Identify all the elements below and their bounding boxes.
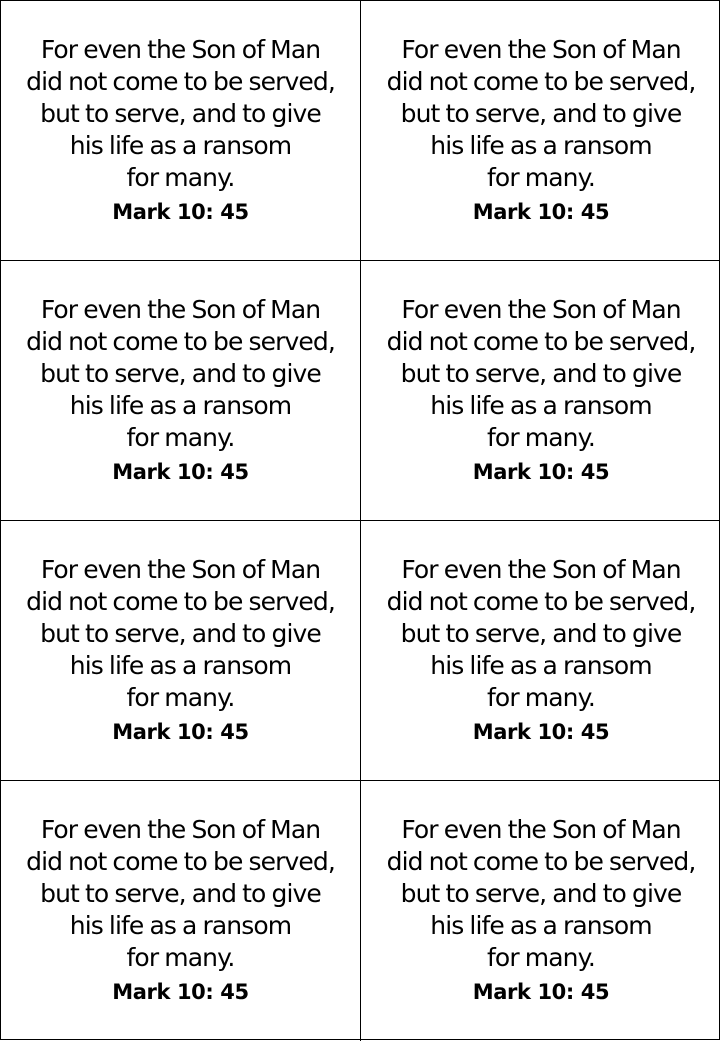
verse-reference: Mark 10: 45	[112, 200, 249, 224]
verse-card	[1, 1, 361, 261]
verse-reference: Mark 10: 45	[112, 720, 249, 744]
verse-card	[361, 261, 720, 521]
verse-reference: Mark 10: 45	[472, 980, 610, 1004]
verse-card	[361, 781, 720, 1041]
verse-card	[1, 781, 361, 1041]
verse-text: For even the Son of Man did not come to be served, but to serve, and to give his life as a ransom for many.	[26, 35, 335, 192]
verse-card	[361, 521, 720, 781]
verse-card	[361, 1, 720, 261]
verse-card	[1, 521, 361, 781]
verse-text: For even the Son of Man did not come to be served, but to serve, and to give his life as a ransom for many.	[386, 815, 696, 972]
verse-text: For even the Son of Man did not come to be served, but to serve, and to give his life as a ransom for many.	[26, 295, 335, 452]
verse-text: For even the Son of Man did not come to be served, but to serve, and to give his life as a ransom for many.	[386, 555, 696, 712]
verse-reference: Mark 10: 45	[472, 720, 610, 744]
verse-reference: Mark 10: 45	[112, 980, 249, 1004]
verse-text: For even the Son of Man did not come to be served, but to serve, and to give his life as a ransom for many.	[26, 815, 335, 972]
verse-reference: Mark 10: 45	[472, 200, 610, 224]
verse-text: For even the Son of Man did not come to be served, but to serve, and to give his life as a ransom for many.	[386, 295, 696, 452]
verse-reference: Mark 10: 45	[112, 460, 249, 484]
verse-text: For even the Son of Man did not come to be served, but to serve, and to give his life as a ransom for many.	[26, 555, 335, 712]
verse-text: For even the Son of Man did not come to be served, but to serve, and to give his life as a ransom for many.	[386, 35, 696, 192]
verse-card	[1, 261, 361, 521]
verse-reference: Mark 10: 45	[472, 460, 610, 484]
